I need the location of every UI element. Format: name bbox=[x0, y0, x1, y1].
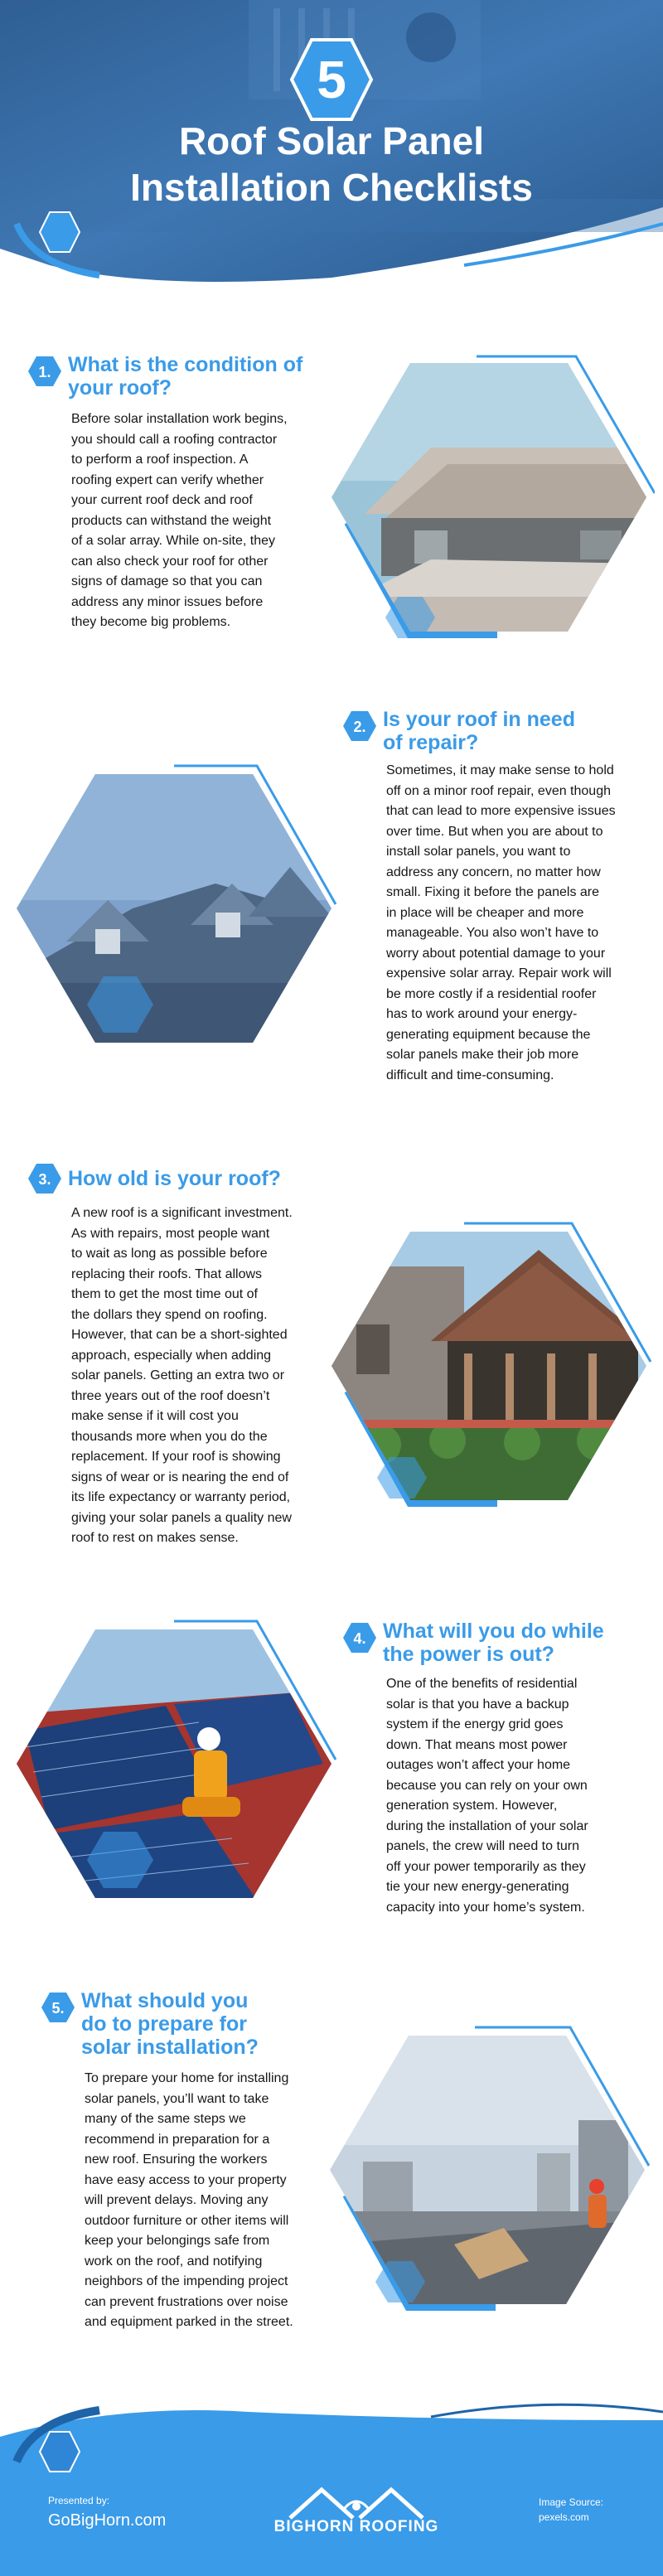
hexagon-icon bbox=[41, 1991, 75, 2024]
checklist-section-2 bbox=[0, 696, 663, 1127]
body-line: solar is that you have a backup bbox=[386, 1697, 569, 1712]
body-line: neighbors of the impending project bbox=[85, 2274, 288, 2288]
body-line: roof to rest on makes sense. bbox=[71, 1531, 239, 1545]
section-photo-shingle-roof bbox=[17, 759, 340, 1058]
header-badge-number: 5 bbox=[317, 50, 346, 109]
image-source-link[interactable]: pexels.com bbox=[539, 2511, 589, 2523]
section-number: 3. bbox=[38, 1171, 51, 1188]
section-body bbox=[85, 2069, 350, 2333]
body-line: in place will be cheaper and more bbox=[386, 905, 584, 920]
hexagon-icon bbox=[28, 355, 61, 388]
body-line: of a solar array. While on-site, they bbox=[71, 534, 276, 548]
body-line: To prepare your home for installing bbox=[85, 2071, 289, 2085]
section-title-line: How old is your roof? bbox=[68, 1167, 281, 1190]
body-line: replacing their roofs. That allows bbox=[71, 1266, 263, 1281]
body-line: difficult and time-consuming. bbox=[386, 1068, 554, 1082]
body-line: off on a minor roof repair, even though bbox=[386, 783, 611, 798]
section-title bbox=[383, 708, 575, 754]
section-photo-solar-worker bbox=[17, 1615, 340, 1913]
section-photo-tile-roof-house bbox=[332, 1217, 655, 1515]
body-line: install solar panels, you want to bbox=[386, 845, 571, 859]
section-title-line: solar installation? bbox=[81, 2036, 259, 2059]
footer bbox=[0, 2387, 663, 2576]
body-line: solar panels. Getting an extra two or bbox=[71, 1368, 285, 1382]
section-title-line: the power is out? bbox=[383, 1643, 554, 1666]
presented-by-label: Presented by: bbox=[48, 2495, 110, 2506]
body-line: Sometimes, it may make sense to hold bbox=[386, 763, 614, 777]
body-line: giving your solar panels a quality new bbox=[71, 1510, 292, 1525]
body-line: Before solar installation work begins, bbox=[71, 412, 288, 426]
body-line: panels, the crew will need to turn bbox=[386, 1839, 580, 1853]
hexagon-icon bbox=[343, 1621, 376, 1654]
section-number: 5. bbox=[51, 2000, 65, 2017]
body-line: signs of wear or is nearing the end of bbox=[71, 1470, 289, 1484]
section-title bbox=[68, 1167, 281, 1190]
section-body bbox=[71, 1203, 353, 1549]
page-title-line-2: Installation Checklists bbox=[130, 166, 533, 209]
body-line: down. That means most power bbox=[386, 1737, 568, 1752]
body-line: However, that can be a short-sighted bbox=[71, 1328, 288, 1342]
hexagon-icon bbox=[343, 709, 376, 743]
header-banner bbox=[0, 0, 663, 298]
body-line: worry about potential damage to your bbox=[386, 946, 606, 961]
body-line: thousands more when you do the bbox=[71, 1429, 268, 1444]
body-line: address any minor issues before bbox=[71, 594, 264, 609]
checklist-section-3 bbox=[0, 1160, 663, 1591]
page-title-line-1: Roof Solar Panel bbox=[178, 119, 485, 162]
body-line: over time. But when you are about to bbox=[386, 824, 603, 839]
body-line: new roof. Ensuring the workers bbox=[85, 2152, 268, 2167]
body-line: replacement. If your roof is showing bbox=[71, 1450, 281, 1464]
body-line: they become big problems. bbox=[71, 615, 231, 629]
section-title-line: of repair? bbox=[383, 731, 479, 754]
body-line: has to work around your energy- bbox=[386, 1007, 578, 1021]
body-line: to wait as long as possible before bbox=[71, 1247, 268, 1261]
section-number: 2. bbox=[353, 719, 366, 735]
body-line: will prevent delays. Moving any bbox=[85, 2193, 269, 2207]
presented-by-site-link[interactable]: GoBigHorn.com bbox=[48, 2511, 167, 2530]
body-line: the dollars they spend on roofing. bbox=[71, 1307, 268, 1322]
body-line: signs of damage so that you can bbox=[71, 574, 263, 588]
body-line: keep your belongings safe from bbox=[85, 2234, 270, 2248]
body-line: can prevent frustrations over noise bbox=[85, 2294, 288, 2309]
body-line: off your power temporarily as they bbox=[386, 1859, 586, 1874]
logo-wordmark: BIGHORN ROOFING bbox=[273, 2518, 439, 2535]
body-line: capacity into your home’s system. bbox=[386, 1900, 585, 1915]
body-line: address any concern, no matter how bbox=[386, 864, 601, 879]
section-body bbox=[71, 409, 345, 633]
body-line: during the installation of your solar bbox=[386, 1818, 588, 1833]
section-title-line: Is your roof in need bbox=[383, 708, 575, 731]
section-title bbox=[81, 1989, 259, 2059]
body-line: A new roof is a significant investment. bbox=[71, 1206, 293, 1220]
body-line: roofing expert can verify whether bbox=[71, 472, 264, 487]
body-line: expensive solar array. Repair work will bbox=[386, 966, 612, 981]
body-line: small. Fixing it before the panels are bbox=[386, 885, 600, 899]
section-title-line: your roof? bbox=[68, 376, 172, 399]
body-line: many of the same steps we bbox=[85, 2112, 246, 2126]
section-number: 4. bbox=[353, 1630, 366, 1647]
body-line: As with repairs, most people want bbox=[71, 1226, 270, 1241]
section-body bbox=[386, 761, 660, 1086]
body-line: work on the roof, and notifying bbox=[85, 2254, 263, 2269]
body-line: because you can rely on your own bbox=[386, 1778, 588, 1793]
body-line: tie your new energy-generating bbox=[386, 1880, 569, 1894]
checklist-section-4 bbox=[0, 1616, 663, 1948]
checklist-section-1 bbox=[0, 348, 663, 646]
section-number-badge bbox=[343, 709, 376, 743]
body-line: and equipment parked in the street. bbox=[85, 2315, 293, 2329]
section-body bbox=[386, 1674, 660, 1918]
body-line: generation system. However, bbox=[386, 1799, 558, 1813]
body-line: to perform a roof inspection. A bbox=[71, 453, 249, 467]
body-line: One of the benefits of residential bbox=[386, 1677, 578, 1691]
body-line: outdoor furniture or other items will bbox=[85, 2213, 289, 2228]
section-title bbox=[68, 353, 302, 399]
page-title bbox=[0, 118, 663, 211]
body-line: that can lead to more expensive issues bbox=[386, 804, 616, 818]
body-line: solar panels, you’ll want to take bbox=[85, 2091, 269, 2106]
body-line: have easy access to your property bbox=[85, 2172, 287, 2187]
body-line: its life expectancy or warranty period, bbox=[71, 1490, 291, 1504]
section-number-badge bbox=[41, 1991, 75, 2024]
section-number-badge bbox=[343, 1621, 376, 1654]
body-line: products can withstand the weight bbox=[71, 513, 272, 528]
body-line: generating equipment because the bbox=[386, 1027, 591, 1042]
body-line: system if the energy grid goes bbox=[386, 1717, 564, 1731]
section-title-line: do to prepare for bbox=[81, 2012, 248, 2036]
body-line: solar panels make their job more bbox=[386, 1048, 579, 1062]
body-line: you should call a roofing contractor bbox=[71, 432, 278, 447]
image-source-label: Image Source: bbox=[539, 2496, 604, 2508]
section-number-badge bbox=[28, 1162, 61, 1195]
body-line: three years out of the roof doesn’t bbox=[71, 1388, 270, 1403]
section-title-line: What will you do while bbox=[383, 1620, 604, 1643]
footer-background bbox=[0, 2387, 663, 2576]
body-line: outages won’t affect your home bbox=[386, 1758, 571, 1772]
body-line: approach, especially when adding bbox=[71, 1348, 272, 1363]
section-title-line: What should you bbox=[81, 1989, 249, 2012]
body-line: them to get the most time out of bbox=[71, 1287, 258, 1301]
body-line: can also check your roof for other bbox=[71, 554, 269, 569]
section-photo-roof-house bbox=[332, 348, 655, 646]
section-number-badge bbox=[28, 355, 61, 388]
body-line: your current roof deck and roof bbox=[71, 493, 253, 507]
checklist-section-5 bbox=[0, 1989, 663, 2370]
section-photo-rooftop-worker bbox=[330, 2021, 653, 2319]
section-title bbox=[383, 1620, 604, 1666]
body-line: be more costly if a residential roofer bbox=[386, 986, 597, 1001]
body-line: recommend in preparation for a bbox=[85, 2132, 270, 2147]
body-line: manageable. You also won’t have to bbox=[386, 926, 599, 940]
hexagon-icon bbox=[28, 1162, 61, 1195]
section-title-line: What is the condition of bbox=[68, 353, 303, 376]
body-line: make sense if it will cost you bbox=[71, 1409, 239, 1423]
section-number: 1. bbox=[38, 364, 51, 380]
